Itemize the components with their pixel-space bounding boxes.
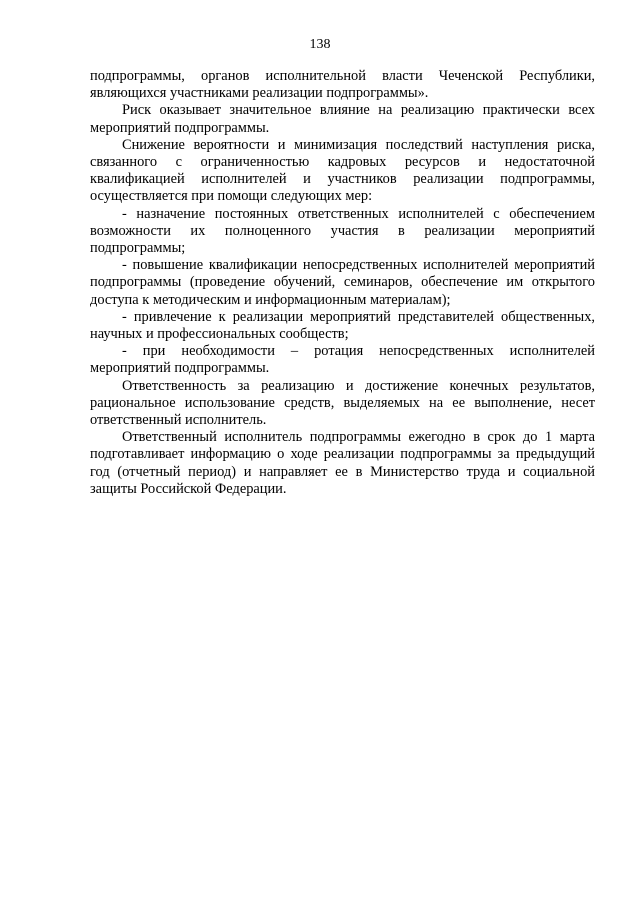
paragraph-responsibility: Ответственность за реализацию и достижение конечных результатов, рациональное использование средств, выделяемых на ее выполнение, несет ответственный исполнитель. bbox=[90, 377, 595, 429]
paragraph-risk-mitigation: Снижение вероятности и минимизация последствий наступления риска, связанного с ограниченностью кадровых ресурсов и недостаточной квалификацией исполнителей и участников реализации подпрограммы, осуществляется при помощи следующих мер: bbox=[90, 136, 595, 205]
list-item-rotation: - при необходимости – ротация непосредственных исполнителей мероприятий подпрограммы. bbox=[90, 343, 595, 377]
list-item-qualification: - повышение квалификации непосредственных исполнителей мероприятий подпрограммы (проведение обучений, семинаров, обеспечение им открытого доступа к методическим и информационным материалам); bbox=[90, 257, 595, 308]
page-number: 138 bbox=[309, 37, 331, 52]
paragraph-annual-report: Ответственный исполнитель подпрограммы ежегодно в срок до 1 марта подготавливает информацию о ходе реализации подпрограммы за предыдущий год (отчетный период) и направляет ее в Министерство труда и социальной защиты Российской Федерации. bbox=[90, 429, 595, 497]
paragraph-risk-influence: Риск оказывает значительное влияние на реализацию практически всех мероприятий подпрограммы. bbox=[90, 102, 595, 136]
document-body bbox=[90, 68, 595, 498]
list-item-community-involvement: - привлечение к реализации мероприятий представителей общественных, научных и профессиональных сообществ; bbox=[90, 308, 595, 343]
list-item-appoint-executors: - назначение постоянных ответственных исполнителей с обеспечением возможности их полноценного участия в реализации мероприятий подпрограммы; bbox=[90, 205, 595, 257]
paragraph-continuation: подпрограммы, органов исполнительной власти Чеченской Республики, являющихся участниками реализации подпрограммы». bbox=[90, 68, 595, 102]
